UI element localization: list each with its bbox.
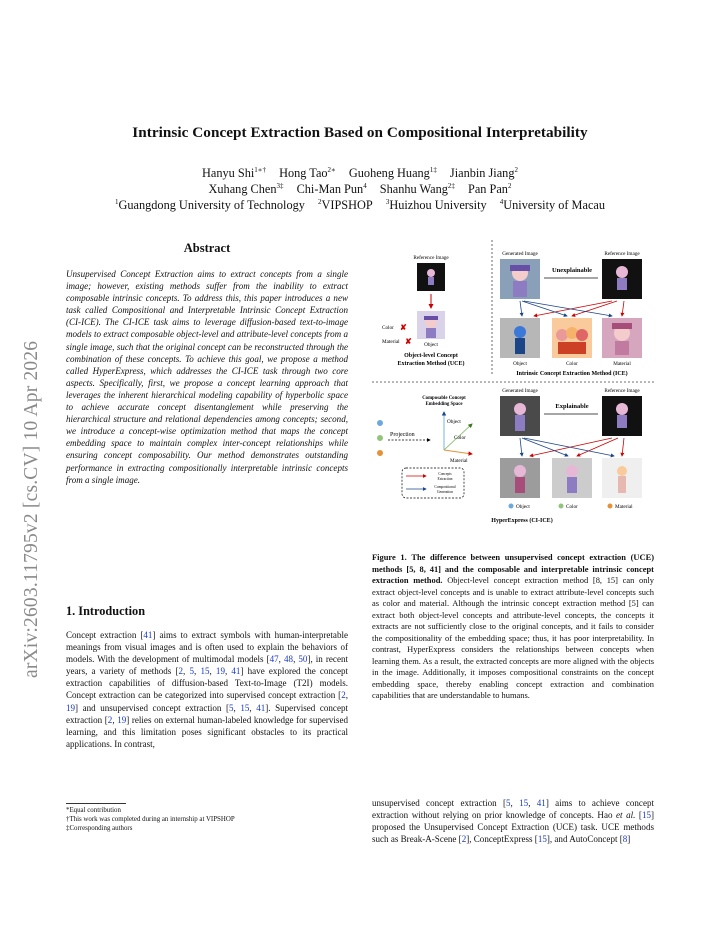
author-sup: 1‡ — [429, 165, 437, 174]
author-sup: 2∗ — [327, 165, 336, 174]
citation-link[interactable]: 2 — [178, 666, 184, 677]
legend-generation-line2: Generation — [437, 490, 453, 494]
uce-method-label-line1: Object-level Concept — [404, 353, 458, 359]
citation-link[interactable]: 41 — [256, 702, 266, 713]
axis-material-arrow — [444, 450, 472, 454]
arxiv-stamp — [8, 258, 48, 678]
body-text: ] aims to achieve concept extraction without relying on prior knowledge of concepts. Hao — [372, 798, 654, 821]
author-sup: 4 — [363, 181, 367, 190]
ice-material-label: Material — [613, 361, 631, 367]
author-line-1 — [60, 165, 660, 181]
author-block — [60, 165, 660, 213]
paper-title: Intrinsic Concept Extraction Based on Compositional Interpretability — [132, 124, 588, 141]
hx-generated-image — [500, 396, 540, 436]
citation-link[interactable]: 41 — [536, 798, 546, 808]
body-text: Concept extraction [ — [66, 630, 144, 640]
author-name: Shanhu Wang — [379, 182, 448, 196]
ice-object-label: Object — [513, 361, 527, 367]
body-text: , — [278, 654, 285, 665]
body-text: , — [528, 798, 537, 808]
legend-generation-line1: Compositional — [434, 485, 456, 489]
uce-output-image — [417, 311, 445, 339]
body-text: unsupervised concept extraction [ — [372, 798, 507, 808]
author-sup: 1∗† — [254, 165, 267, 174]
footnote-equal: *Equal contribution — [66, 807, 121, 814]
projection-dot-material — [377, 450, 383, 456]
ice-arrow — [520, 301, 522, 316]
uce-reference-label: Reference Image — [413, 255, 449, 261]
author-sup: 2‡ — [447, 181, 455, 190]
hx-color-image — [552, 458, 592, 498]
author-name: Hong Tao — [279, 166, 328, 180]
hx-arrow — [520, 438, 522, 456]
body-text: , — [345, 690, 348, 701]
citation-link[interactable]: 15 — [200, 666, 210, 677]
legend-object-dot — [509, 504, 514, 509]
legend-extraction-line1: Concepts — [438, 472, 452, 476]
affiliation-line — [60, 197, 660, 213]
body-text: , — [249, 702, 257, 713]
affiliation-sup: 1 — [114, 197, 119, 206]
body-text: , — [510, 798, 520, 808]
body-text: ]. Supervised concept extraction [ — [66, 702, 348, 725]
citation-link[interactable]: 15 — [537, 834, 547, 845]
hx-arrow — [577, 438, 618, 456]
ice-unexplainable-label: Unexplainable — [551, 267, 593, 274]
uce-color-label: Color — [382, 325, 394, 331]
author-sup: 3‡ — [276, 181, 284, 190]
citation-link[interactable]: 2 — [461, 834, 467, 845]
ice-material-image — [602, 318, 642, 358]
affiliation-sup: 3 — [385, 197, 390, 206]
affiliation-sup: 2 — [317, 197, 322, 206]
arxiv-stamp-svg — [8, 258, 48, 678]
ice-arrow — [622, 301, 624, 316]
ice-reference-image — [602, 259, 642, 299]
right-column-paragraph — [372, 797, 654, 845]
ice-method-label: Intrinsic Concept Extraction Method (ICE) — [516, 371, 628, 377]
hx-arrow — [522, 438, 568, 456]
intro-paragraph — [66, 629, 348, 750]
body-text: ] relies on external human-labeled knowledge for supervised learning, and this limitation poses significant obstacles to its practical applications. In contrast, — [66, 714, 348, 749]
citation-link[interactable]: 50 — [298, 654, 308, 665]
body-text: ] have explored the concept extraction capabilities of diffusion-based Text-to-Image (T2I) models. Concept extraction can be categorized into supervised concept extraction [ — [66, 666, 349, 701]
abstract-heading: Abstract — [183, 241, 231, 255]
citation-link[interactable]: 19 — [66, 702, 76, 713]
axis-object-label: Object — [447, 419, 461, 425]
footnotes — [66, 806, 348, 834]
author-name: Pan Pan — [467, 182, 508, 196]
legend-extraction-line2: Extraction — [437, 477, 453, 481]
ice-arrow — [572, 301, 617, 316]
space-label-line2: Embedding Space — [425, 402, 463, 407]
author-name: Hanyu Shi — [202, 166, 255, 180]
body-text: , — [293, 654, 299, 665]
affiliation-name: University of Macau — [503, 198, 606, 212]
legend-material-label: Material — [615, 504, 633, 510]
hx-generated-label: Generated Image — [502, 388, 538, 394]
hx-method-label: HyperExpress (CI-ICE) — [491, 518, 553, 524]
body-text: , — [194, 666, 201, 677]
caption-label: Figure 1. — [372, 552, 407, 562]
citation-link[interactable]: 41 — [143, 630, 153, 640]
author-name: Guoheng Huang — [348, 166, 430, 180]
intro-heading: 1. Introduction — [66, 604, 146, 618]
figure-1 — [372, 240, 654, 542]
citation-link[interactable]: 5 — [228, 702, 234, 713]
body-text: ] — [627, 834, 631, 845]
footnote-internship: †This work was completed during an internship at VIPSHOP — [66, 816, 235, 824]
author-name: Jianbin Jiang — [449, 166, 515, 180]
uce-method-label-line2: Extraction Method (UCE) — [397, 361, 465, 367]
caption-bold: The difference between unsupervised concept extraction (UCE) methods [5, 8, 41] and the composable and interpretable intrinsic concept extraction method. — [372, 552, 655, 585]
figure-1-caption — [372, 552, 654, 702]
caption-text: Object-level concept extraction method [8, 15] can only extract object-level concepts and is unable to extract attribute-level concepts such as color and material. Although the intrinsic concept extraction method [5] can extract both object-level concepts and attribute-level concepts, the concepts it extracts are not sufficiently close to the original concepts, and it fails to consider the compositionality of the embedding space; thus, it has poor interpretability. In contrast, HyperExpress considers the relationships between concepts when learning them. As a result, the extracted concepts are more aligned with the objects in the image. Additionally, it imposes compositional constraints on the concept embedding space, thereby enabling concept extraction and combination capabilities that are understandable to humans. — [372, 575, 655, 700]
citation-link[interactable]: 41 — [231, 666, 241, 677]
axis-material-label: Material — [450, 458, 468, 464]
uce-color-cross-icon: ✘ — [400, 323, 407, 332]
legend-material-dot — [608, 504, 613, 509]
legend-object-label: Object — [516, 504, 530, 510]
author-name: Xuhang Chen — [208, 182, 277, 196]
projection-label: Projection — [390, 432, 415, 438]
hx-explainable-label: Explainable — [555, 403, 589, 410]
ice-reference-label: Reference Image — [604, 251, 640, 257]
footnote-corresponding: ‡Corresponding authors — [66, 825, 133, 833]
figure-1-diagram — [372, 240, 654, 542]
body-text: , — [233, 702, 241, 713]
body-text: , — [183, 666, 190, 677]
ice-color-image — [552, 318, 592, 358]
citation-link[interactable]: 19 — [117, 714, 127, 725]
ice-generated-label: Generated Image — [502, 251, 538, 257]
citation-link[interactable]: 15 — [240, 702, 250, 713]
citation-link[interactable]: 15 — [519, 798, 529, 808]
citation-link[interactable]: 15 — [641, 810, 651, 821]
body-text: [ — [635, 810, 642, 821]
body-text: ] aims to extract symbols with human-interpretable meanings from visual images and is often used to explain the behaviors of models. With the development of multimodal models [ — [66, 630, 348, 665]
arxiv-stamp-text: arXiv:2603.11795v2 [cs.CV] 10 Apr 2026 — [21, 340, 42, 678]
space-label-line1: Composable Concept — [422, 396, 466, 401]
citation-link[interactable]: 19 — [215, 666, 225, 677]
author-name: Chi-Man Pun — [296, 182, 364, 196]
uce-object-label: Object — [424, 342, 438, 348]
axis-color-label: Color — [454, 435, 466, 441]
legend-color-label: Color — [566, 504, 578, 510]
method-legend-box — [402, 468, 464, 498]
citation-link[interactable]: 8 — [622, 834, 628, 845]
hx-material-image — [602, 458, 642, 498]
affiliation-name: Guangdong University of Technology — [118, 198, 305, 212]
ice-color-label: Color — [566, 361, 578, 367]
body-text: , — [209, 666, 216, 677]
body-text: ] proposed the Unsupervised Concept Extraction (UCE) task. UCE methods such as Break-A-Scene [ — [372, 810, 654, 845]
body-text: ], ConceptExpress [ — [466, 834, 538, 845]
author-sup: 2 — [514, 165, 518, 174]
citation-link[interactable]: 5 — [189, 666, 194, 677]
projection-dot-object — [377, 420, 383, 426]
projection-dot-color — [377, 435, 383, 441]
body-text: , — [112, 714, 118, 725]
legend-color-dot — [559, 504, 564, 509]
body-text: ], and AutoConcept [ — [546, 834, 623, 845]
hx-reference-image — [602, 396, 642, 436]
hx-reference-label: Reference Image — [604, 388, 640, 394]
author-line-2 — [60, 181, 660, 197]
author-sup: 2 — [507, 181, 512, 190]
ice-object-image — [500, 318, 540, 358]
citation-link[interactable]: 2 — [107, 714, 113, 725]
body-text: ], in recent years, a variety of methods [ — [66, 654, 349, 677]
abstract-text: Unsupervised Concept Extraction aims to extract concepts from a single image; however, existing methods suffer from the inability to extract composable intrinsic concepts. To address this, this paper introduces a new task called Compositional and Interpretable Intrinsic Concept Extraction (CI-ICE). The CI-ICE task aims to leverage diffusion-based text-to-image models to extract composable object-level and attribute-level concepts from a single image, such that the original concept can be reconstructed through the combination of these concepts. To achieve this goal, we propose a method called HyperExpress, which addresses the CI-ICE task through two core aspects. Specifically, first, we propose a concept learning approach that leverages the inherent hierarchical modeling capability of hyperbolic space to achieve accurate concept disentanglement while preserving the hierarchical structure and relational dependencies among concepts; second, we introduce a concept-wise optimization method that maps the concept embedding space to maintain complex inter-concept relationships while ensuring concept composability. Our method demonstrates outstanding performance in extracting compositionally interpretable intrinsic concepts from a single image. — [66, 269, 348, 485]
affiliation-name: Huizhou University — [389, 198, 487, 212]
footnote-rule — [66, 803, 126, 804]
citation-link[interactable]: 48 — [284, 654, 294, 665]
uce-material-label: Material — [382, 339, 400, 345]
body-text: et al. — [616, 810, 636, 821]
citation-link[interactable]: 5 — [506, 798, 511, 808]
hx-object-image — [500, 458, 540, 498]
uce-material-cross-icon: ✘ — [405, 337, 412, 346]
citation-link[interactable]: 47 — [269, 654, 279, 665]
body-text: , — [224, 666, 232, 677]
ice-generated-image — [500, 259, 540, 299]
hx-arrow — [622, 438, 624, 456]
affiliation-name: VIPSHOP — [321, 198, 373, 212]
citation-link[interactable]: 2 — [341, 690, 346, 701]
uce-reference-image — [417, 263, 445, 291]
body-text: ] and unsupervised concept extraction [ — [75, 702, 229, 713]
affiliation-sup: 4 — [499, 197, 504, 206]
